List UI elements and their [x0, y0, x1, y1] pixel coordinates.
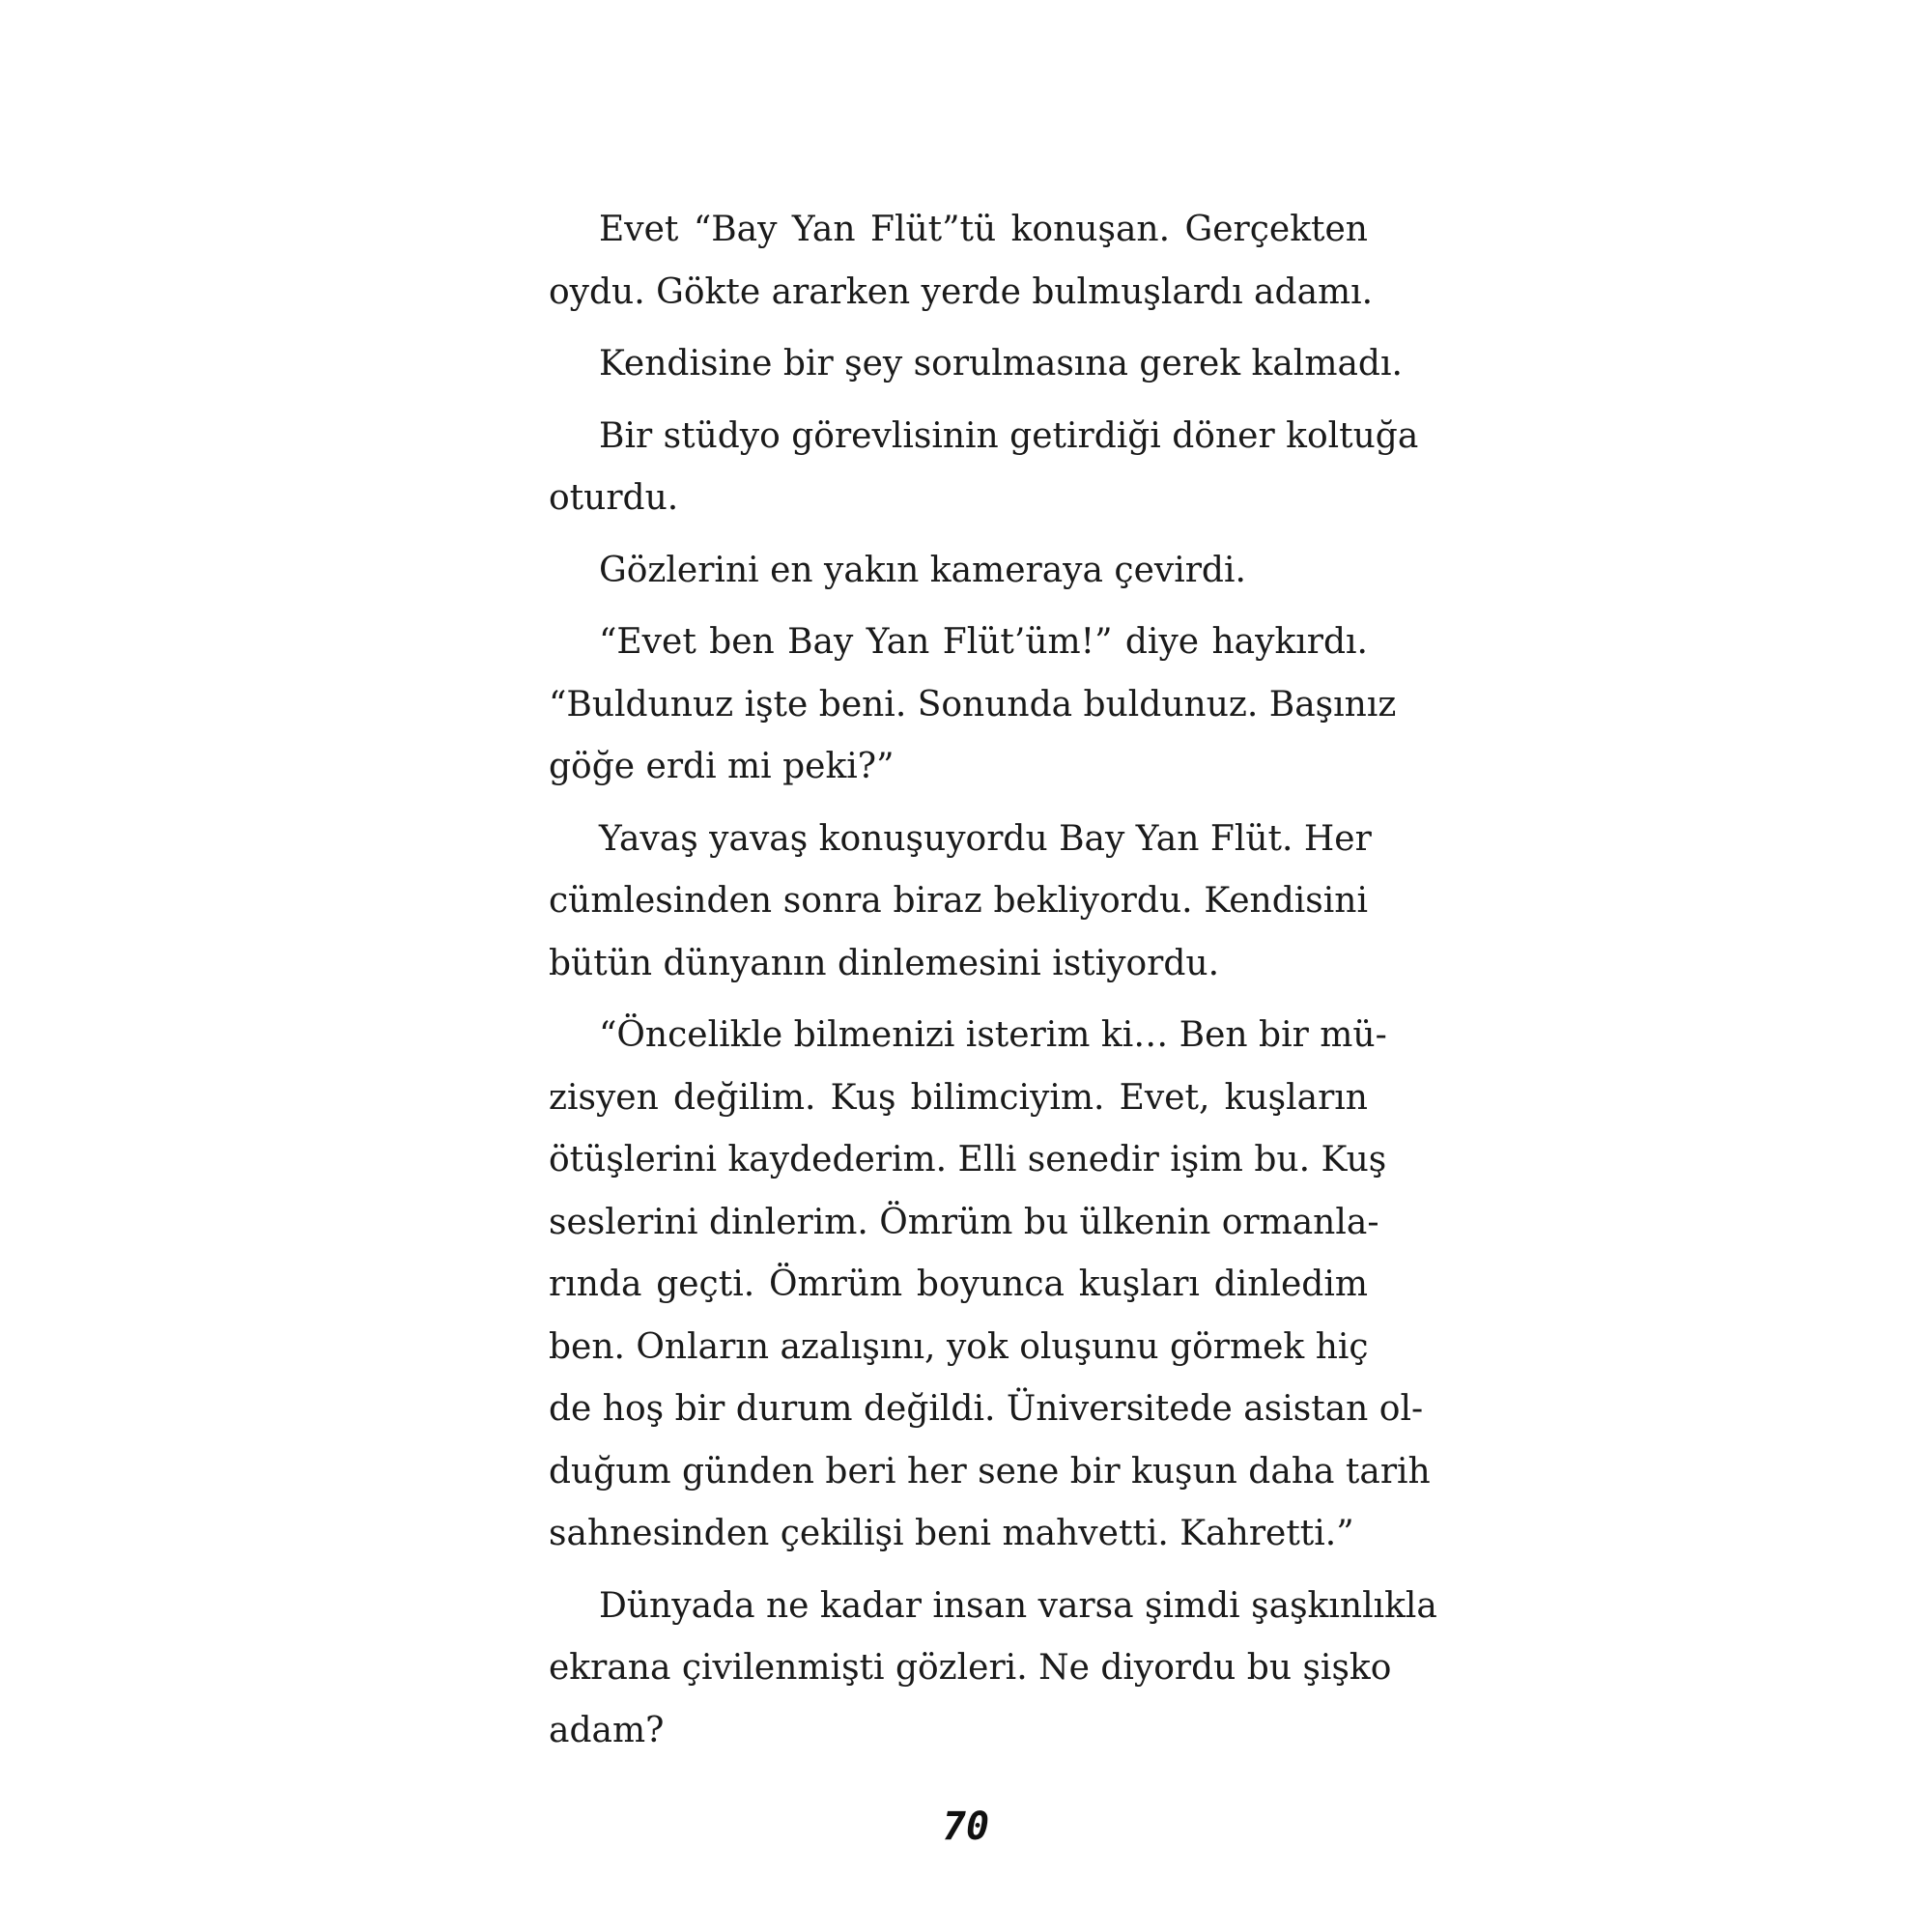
paragraph-6 — [549, 809, 1372, 996]
text-line: “Evet ben Bay Yan Flüt’üm!” diye haykırdı. — [599, 622, 1368, 662]
paragraph-1 — [549, 199, 1374, 324]
text-line: “Buldunuz işte beni. Sonunda buldunuz. Başınız — [549, 684, 1397, 724]
text-line: rında geçti. Ömrüm boyunca kuşları dinledim — [549, 1264, 1368, 1304]
text-line: ekrana çivilenmişti gözleri. Ne diyordu bu şişko — [549, 1648, 1392, 1688]
text-line: Dünyada ne kadar insan varsa şimdi şaşkınlıkla — [599, 1585, 1437, 1626]
text-line: oturdu. — [549, 478, 679, 518]
paragraph-7 — [549, 1005, 1431, 1566]
text-line: adam? — [549, 1710, 665, 1750]
text-line: sahnesinden çekilişi beni mahvetti. Kahretti.” — [549, 1514, 1354, 1553]
text-line: ötüşlerini kaydederim. Elli senedir işim bu. Kuş — [549, 1140, 1387, 1179]
text-line: de hoş bir durum değildi. Üniversitede asistan ol- — [549, 1389, 1424, 1429]
text-line: bütün dünyanın dinlemesini istiyordu. — [549, 943, 1220, 983]
text-line: ben. Onların azalışını, yok oluşunu görmek hiç — [549, 1326, 1369, 1367]
text-line: Evet “Bay Yan Flüt”tü konuşan. Gerçekten — [599, 210, 1368, 249]
text-line: cümlesinden sonra biraz bekliyordu. Kendisini — [549, 881, 1368, 921]
text-line: Kendisine bir şey sorulmasına gerek kalmadı. — [599, 344, 1403, 384]
text-line: “Öncelikle bilmenizi isterim ki… Ben bir mü- — [599, 1015, 1387, 1055]
text-line: duğum günden beri her sene bir kuşun daha tarih — [549, 1451, 1431, 1492]
text-line: zisyen değilim. Kuş bilimciyim. Evet, kuşların — [549, 1077, 1368, 1118]
text-line: göğe erdi mi peki?” — [549, 747, 895, 786]
text-line: Yavaş yavaş konuşuyordu Bay Yan Flüt. Her — [599, 818, 1372, 859]
text-line: Bir stüdyo görevlisinin getirdiği döner koltuğa — [599, 415, 1419, 456]
paragraph-2 — [549, 333, 1403, 396]
paragraph-8 — [549, 1576, 1437, 1763]
text-line: seslerini dinlerim. Ömrüm bu ülkenin ormanla- — [549, 1202, 1379, 1242]
paragraph-3 — [549, 406, 1419, 530]
body-text — [549, 199, 1437, 1772]
paragraph-4 — [549, 540, 1368, 603]
paragraph-5 — [549, 611, 1397, 799]
text-line: Gözlerini en yakın kameraya çevirdi. — [599, 550, 1246, 590]
text-line: oydu. Gökte ararken yerde bulmuşlardı adamı. — [549, 271, 1374, 312]
page-number: 70 — [942, 1804, 990, 1849]
